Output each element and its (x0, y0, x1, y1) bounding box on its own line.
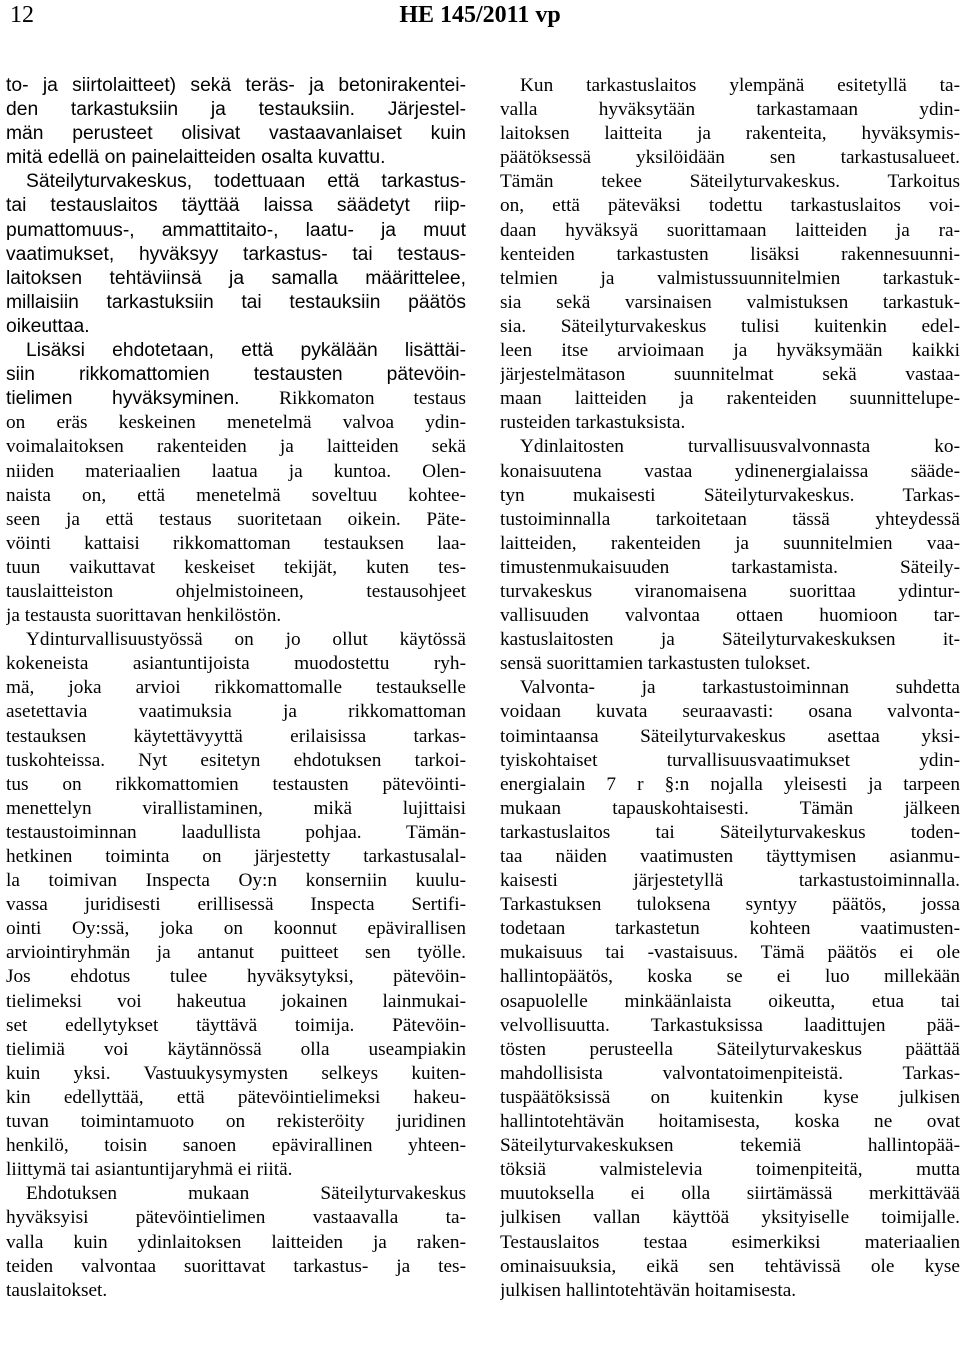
text-line (6, 387, 466, 411)
text-line: den tarkastuksiin ja testauksiin. Järjestel- (6, 99, 466, 121)
text-line: niiden materiaalien laatua ja kuntoa. Olen- (6, 460, 466, 482)
text-line: menettelyn virallistaminen, mikä lujittaisi (6, 797, 466, 819)
text-line: muutoksella ei olla siirtämässä merkittävää (500, 1183, 960, 1205)
text-line: tuun vaikuttavat keskeiset tekijät, kuten tes- (6, 556, 466, 578)
text-line: laitteiden, rakenteiden ja suunnitelmien vaa- (500, 532, 960, 554)
text-line: hyväksyisi pätevöintielimen vastaavalla ta- (6, 1207, 466, 1229)
text-line: Jos ehdotus tulee hyväksytyksi, pätevöin- (6, 966, 466, 988)
text-line: tielimeksi voi hakeutua jokainen lainmukai- (6, 990, 466, 1012)
text-line: tuskohteissa. Nyt esitetyn ehdotuksen tarkoi- (6, 749, 466, 771)
text-line: Säteilyturvakeskuksen tekemiä hallintopää- (500, 1135, 960, 1157)
text-line: Ydinturvallisuustyössä on jo ollut käytössä (26, 629, 466, 651)
text-line: valla hyväksytään tarkastamaan ydin- (500, 99, 960, 121)
text-line: tarkastuslaitos tai Säteilyturvakeskus toden- (500, 821, 960, 843)
text-line: henkilö, toisin sanoen epävirallinen yhteen- (6, 1135, 466, 1157)
text-line: todetaan tarkastetun kohteen vaatimusten- (500, 918, 960, 940)
text-line: konaisuutena vastaa ydinenergialaissa sääde- (500, 460, 960, 482)
text-line: Säteilyturvakeskus, todettuaan että tarkastus- (26, 171, 466, 193)
text-line: ominaisuuksia, eikä sen tehtävissä ole kyse (500, 1255, 960, 1277)
text-line: to- ja siirtolaitteet) sekä teräs- ja betonirakentei- (6, 75, 466, 96)
text-line: teiden valvontaa suorittavat tarkastus- ja tes- (6, 1255, 466, 1277)
text-line: testauksen käytettävyyttä erilaisissa tarkas- (6, 725, 466, 747)
text-line: naista on, että menetelmä soveltuu kohtee- (6, 484, 466, 506)
text-line: telmien ja valmistussuunnitelmien tarkastuk- (500, 267, 960, 289)
text-line: turvakeskus viranomaisena suorittaa ydintur- (500, 580, 960, 602)
left-column (6, 74, 466, 1303)
text-line: tauslaitteiston ohjelmistoineen, testausohjeet (6, 580, 466, 602)
text-line: mahdollisista valvontatoimenpiteistä. Tarkas- (500, 1062, 960, 1084)
text-line: tösten perusteella Säteilyturvakeskus päättää (500, 1038, 960, 1060)
text-line: mukaan tapauskohtaisesti. Tämän jälkeen (500, 797, 960, 819)
text-line: hetkinen toiminta on järjestetty tarkastusalal- (6, 846, 466, 867)
text-line: daan hyväksyä suorittamaan laitteiden ja ra- (500, 219, 960, 241)
text-line: on eräs keskeinen menetelmä valvoa ydin- (6, 412, 466, 434)
text-line: hallintopäätös, koska se ei luo millekään (500, 966, 960, 988)
text-line: tauslaitokset. (6, 1279, 108, 1301)
text-line: vallisuuden valvontaa ottaen huomioon tar- (500, 605, 960, 627)
text-line: vaatimukset, hyväksyy tarkastus- tai testaus- (6, 243, 466, 265)
text-line: tustoiminnalla tarkoitetaan tässä yhteydessä (500, 508, 960, 530)
text-line: kin edellyttää, että pätevöintielimeksi hakeu- (6, 1086, 466, 1108)
text-line: timustenmukaisuuden tarkastamista. Säteily- (500, 556, 960, 578)
text-line: valla kuin ydinlaitoksen laitteiden ja raken- (6, 1231, 466, 1253)
page-number: 12 (10, 2, 34, 28)
text-line: leen itse arvioimaan ja hyväksymään kaikki (500, 340, 960, 362)
text-line: Tarkastuksen tuloksena syntyy päätös, jossa (500, 894, 960, 916)
text-line: hallintotehtävän hoitamisesta, koska ne ovat (500, 1111, 960, 1133)
text-line: kuin yksi. Vastuukysymysten selkeys kuiten- (6, 1062, 466, 1084)
text-line: kenteiden tarkastusten lisäksi rakennesuunni- (500, 243, 960, 265)
text-line: rusteiden tarkastuksista. (500, 412, 686, 434)
text-line: on, että päteväksi todettu tarkastuslaitos voi- (500, 195, 960, 217)
text-line: ointi Oy:ssä, joka on koonnut epävirallisen (6, 918, 466, 940)
text-line: vassa juridisesti erillisessä Inspecta Sertifi- (6, 894, 466, 916)
text-run: tielimen hyväksyminen. (6, 388, 280, 410)
text-line: oikeuttaa. (6, 315, 90, 337)
text-line: toimintaansa Säteilyturvakeskus asettaa yksi- (500, 725, 960, 747)
text-line: tuvan toimintamuoto on rekisteröity juridinen (6, 1111, 466, 1133)
text-line: velvollisuutta. Tarkastuksissa laadittujen pää- (500, 1014, 960, 1036)
text-line: Kun tarkastuslaitos ylempänä esitetyllä ta- (520, 75, 960, 96)
text-line: sia sekä varsinaisen valmistuksen tarkastuk- (500, 291, 960, 313)
text-line: järjestelmätason suunnitelmat sekä vastaa- (500, 364, 960, 386)
text-line: kokeneista asiantuntijoista muodostettu ryh- (6, 653, 466, 675)
text-line: Testauslaitos testaa esimerkiksi materiaalien (500, 1231, 960, 1253)
text-line: laitoksen tehtäviinsä ja samalla määrittelee, (6, 267, 466, 289)
text-line: millaisiin tarkastuksiin tai testauksiin päätös (6, 291, 466, 313)
text-line: tielimiä voi käytännössä olla useampiakin (6, 1038, 466, 1060)
text-line: taa näiden vaatimusten täyttymisen asianmu- (500, 846, 960, 867)
text-line: energialain 7 r §:n nojalla yleisesti ja tarpeen (500, 773, 960, 795)
text-line: kaisesti järjestetyllä tarkastustoiminnalla. (500, 870, 960, 892)
text-line: mukaisuus tai -vastaisuus. Tämä päätös ei ole (500, 942, 960, 964)
text-line: töksiä valmistelevia toimenpiteitä, mutta (500, 1159, 960, 1181)
text-line: tyiskohtaiset turvallisuusvaatimukset ydin- (500, 749, 960, 771)
text-line: vöinti kattaisi rikkomattoman testauksen laa- (6, 532, 466, 554)
text-line: Ehdotuksen mukaan Säteilyturvakeskus (26, 1183, 466, 1205)
text-line: voidaan kuvata seuraavasti: osana valvonta- (500, 701, 960, 723)
text-line: kastuslaitosten ja Säteilyturvakeskuksen it- (500, 629, 960, 651)
text-line: Tämän tekee Säteilyturvakeskus. Tarkoitus (500, 171, 960, 193)
text-line: maan laitteiden ja rakenteiden suunnittelupe- (500, 388, 960, 410)
text-line: mä, joka arvioi rikkomattomalle testaukselle (6, 677, 466, 699)
text-line: män perusteet olisivat vastaavanlaiset kuin (6, 123, 466, 145)
text-line: osapuolelle minkäänlaista oikeutta, etua tai (500, 990, 960, 1012)
text-line: sensä suorittamien tarkastusten tulokset. (500, 653, 811, 675)
text-line: arviointiryhmän ja antanut puitteet sen työlle. (6, 942, 466, 964)
text-line: asetettavia vaatimuksia ja rikkomattoman (6, 701, 466, 723)
text-line: liittymä tai asiantuntijaryhmä ei riitä. (6, 1159, 293, 1181)
text-line: siin rikkomattomien testausten pätevöin- (6, 364, 466, 386)
text-line: tai testauslaitos täyttää laissa säädetyt riip- (6, 195, 466, 217)
text-line: sia. Säteilyturvakeskus tulisi kuitenkin edel- (500, 315, 960, 337)
text-line: mitä edellä on painelaitteiden osalta kuvattu. (6, 147, 386, 169)
text-line: set edellytykset täyttävä toimija. Pätevöin- (6, 1014, 466, 1036)
text-line: la toimivan Inspecta Oy:n konserniin kuulu- (6, 870, 466, 892)
text-line: seen ja että testaus suoritetaan oikein. Päte- (6, 508, 466, 530)
text-line: ja testausta suorittavan henkilöstön. (6, 605, 282, 627)
document-id: HE 145/2011 vp (399, 2, 561, 28)
text-line: tuspäätöksissä on kuitenkin kyse julkisen (500, 1086, 960, 1108)
right-column (500, 74, 960, 1303)
text-line: testaustoiminnan laadullista pohjaa. Tämän- (6, 821, 466, 843)
text-line: Lisäksi ehdotetaan, että pykälään lisättäi- (26, 340, 466, 362)
text-line: tyn mukaisesti Säteilyturvakeskus. Tarkas- (500, 484, 960, 506)
text-line: julkisen hallintotehtävän hoitamisesta. (500, 1279, 797, 1301)
text-line: tus on rikkomattomien testausten pätevöinti- (6, 773, 466, 795)
text-line: Ydinlaitosten turvallisuusvalvonnasta ko- (520, 436, 960, 458)
text-run-in: Rikkomaton testaus (279, 388, 466, 410)
text-line: Valvonta- ja tarkastustoiminnan suhdetta (520, 677, 960, 699)
text-line: laitoksen laitteita ja rakenteita, hyväksymis- (500, 123, 960, 145)
text-line: päätöksessä yksilöidään sen tarkastusalueet. (500, 147, 960, 169)
text-line: voimalaitoksen rakenteiden ja laitteiden sekä (6, 436, 466, 458)
text-line: pumattomuus-, ammattitaito-, laatu- ja muut (6, 219, 466, 241)
text-line: julkisen vallan käyttöä yksityiselle toimijalle. (500, 1207, 960, 1229)
